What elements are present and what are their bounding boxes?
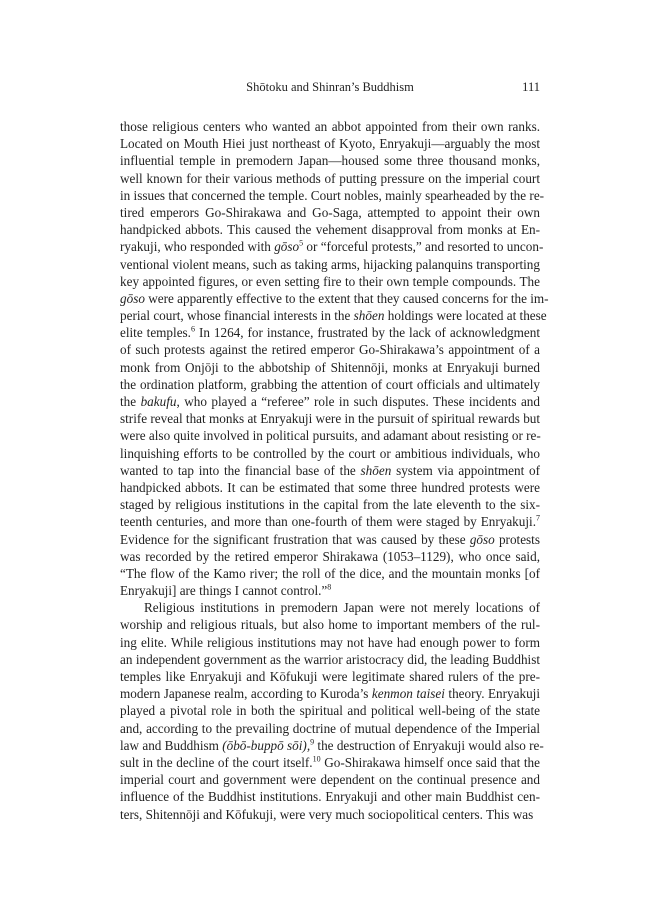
text-line xyxy=(120,187,545,204)
text-run: ing elite. While religious institutions may not have had enough power to form xyxy=(120,634,540,650)
footnote-marker: 6 xyxy=(190,324,195,334)
text-run: was recorded by the retired emperor Shirakawa (1053–1129), who once said, xyxy=(120,548,540,564)
text-run: Go-Shirakawa himself once said that the xyxy=(320,754,540,770)
text-run: worship and religious rituals, but also home to important members of the rul- xyxy=(120,617,540,633)
text-run: temples like Enryakuji and Kōfukuji were legitimate shared rulers of the pre- xyxy=(120,669,540,684)
text-line xyxy=(120,531,540,548)
text-run: handpicked abbots. This caused the vehement disapproval from monks at En- xyxy=(120,222,540,238)
italic-term: kenmon taisei xyxy=(371,686,445,702)
footnote-marker: 5 xyxy=(299,238,304,248)
text-run: an independent government as the warrior aristocracy did, the leading Buddhist xyxy=(120,651,540,667)
text-run: law and Buddhism xyxy=(120,737,223,753)
text-line xyxy=(120,737,544,754)
footnote-marker: 8 xyxy=(327,582,332,592)
text-run: and, according to the prevailing doctrine of mutual dependence of the Imperial xyxy=(120,720,540,736)
text-run: sult in the decline of the court itself. xyxy=(120,754,313,770)
text-line xyxy=(120,410,540,427)
text-run: or “forceful protests,” and resorted to uncon- xyxy=(303,239,544,255)
text-run: well known for their various methods of putting pressure on the imperial court xyxy=(120,170,540,186)
text-line xyxy=(120,702,540,719)
footnote-marker: 9 xyxy=(310,737,315,747)
text-line xyxy=(120,599,540,616)
text-line xyxy=(120,788,540,805)
text-line xyxy=(120,668,540,685)
text-run: the destruction of Enryakuji would also re- xyxy=(314,737,544,753)
text-run: wanted to tap into the financial base of the xyxy=(120,462,361,478)
text-line xyxy=(120,170,540,187)
text-line xyxy=(120,548,540,565)
text-line xyxy=(120,616,540,633)
text-run: Enryakuji] are things I cannot control.” xyxy=(120,583,328,599)
text-line xyxy=(120,479,540,496)
text-run: played a pivotal role in both the spiritual and political well-being of the state xyxy=(120,703,540,719)
text-run: ventional violent means, such as taking arms, hijacking palanquins transporting xyxy=(120,256,540,272)
text-line xyxy=(120,238,544,255)
text-line xyxy=(120,307,547,324)
text-run: influential temple in premodern Japan—housed some three thousand monks, xyxy=(120,153,540,169)
text-line xyxy=(120,771,540,788)
text-run: the xyxy=(120,394,141,409)
text-line xyxy=(120,496,540,513)
text-run: In 1264, for instance, frustrated by the lack of acknowledgment xyxy=(194,325,540,341)
text-run: handpicked abbots. It can be estimated that some three hundred protests were xyxy=(120,479,540,495)
text-run: system via appointment of xyxy=(391,462,540,478)
text-run: key appointed figures, or even setting fire to their own temple compounds. The xyxy=(120,273,540,289)
text-line xyxy=(120,685,540,702)
text-line xyxy=(120,135,540,152)
text-line xyxy=(120,273,540,290)
text-line xyxy=(120,427,540,444)
text-run: of such protests against the retired emperor Go-Shirakawa’s appointment of a xyxy=(120,342,540,358)
text-run: in issues that concerned the temple. Court nobles, mainly spearheaded by the re- xyxy=(120,187,545,203)
text-line xyxy=(120,256,540,273)
footnote-marker: 7 xyxy=(536,513,540,523)
running-head xyxy=(120,80,540,98)
text-run: teenth centuries, and more than one-fourth of them were staged by Enryakuji. xyxy=(120,514,536,530)
text-line xyxy=(120,324,540,341)
text-run: the ordination platform, grabbing the attention of court officials and ultimately xyxy=(120,376,540,392)
text-line xyxy=(120,341,540,358)
text-line xyxy=(120,720,540,737)
text-run: were also quite involved in political pursuits, and adamant about resisting or re- xyxy=(120,428,541,444)
text-run: tired emperors Go-Shirakawa and Go-Saga, attempted to appoint their own xyxy=(120,204,540,220)
body-text xyxy=(120,118,549,823)
text-run: Evidence for the significant frustration that was caused by these xyxy=(120,531,470,547)
text-run: Located on Mouth Hiei just northeast of Kyoto, Enryakuji—arguably the most xyxy=(120,136,540,152)
text-line xyxy=(120,204,540,221)
italic-term: shōen xyxy=(360,462,392,478)
italic-term: gōso xyxy=(274,239,300,255)
text-line xyxy=(120,582,540,599)
text-run: imperial court and government were dependent on the continual presence and xyxy=(120,772,540,788)
text-run: ryakuji, who responded with xyxy=(120,239,275,255)
footnote-marker: 10 xyxy=(312,754,321,764)
text-run: those religious centers who wanted an abbot appointed from their own ranks. xyxy=(120,119,540,134)
text-run: linquishing efforts to be controlled by the court or ambitious individuals, who xyxy=(120,445,540,461)
italic-term: gōso xyxy=(469,531,495,547)
text-line xyxy=(120,393,540,410)
text-line xyxy=(120,359,540,376)
text-run: strife reveal that monks at Enryakuji were in the pursuit of spiritual rewards but xyxy=(120,411,541,427)
text-line xyxy=(120,445,540,462)
italic-term: gōso xyxy=(120,290,145,306)
italic-term: (ōbō-buppō sōi), xyxy=(222,737,311,753)
text-run: were apparently effective to the extent that they caused concerns for the im- xyxy=(144,290,549,306)
text-line xyxy=(120,376,540,393)
text-run: ters, Shitennōji and Kōfukuji, were very much sociopolitical centers. This was xyxy=(120,806,534,822)
text-run: modern Japanese realm, according to Kuroda’s xyxy=(120,686,372,702)
text-line xyxy=(120,152,540,169)
italic-term: shōen xyxy=(353,308,385,324)
text-run: theory. Enryakuji xyxy=(444,686,541,702)
text-run: monk from Onjōji to the abbotship of Shitennōji, monks at Enryakuji burned xyxy=(120,359,540,375)
text-line xyxy=(120,118,540,135)
text-line xyxy=(120,754,540,771)
text-line xyxy=(120,565,540,582)
text-run: Religious institutions in premodern Japan were not merely locations of xyxy=(144,600,540,616)
text-line xyxy=(120,634,540,651)
text-line xyxy=(120,290,549,307)
page-number: 111 xyxy=(522,80,540,94)
text-run: perial court, whose financial interests in the xyxy=(120,308,354,324)
text-line xyxy=(120,462,540,479)
text-line xyxy=(120,806,540,823)
text-run: influence of the Buddhist institutions. Enryakuji and other main Buddhist cen- xyxy=(120,789,540,805)
text-run: staged by religious institutions in the capital from the late eleventh to the six- xyxy=(120,497,540,513)
text-run: elite temples. xyxy=(120,325,191,341)
text-run: protests xyxy=(494,531,540,547)
text-line xyxy=(120,651,540,668)
text-line xyxy=(120,513,540,530)
running-head-title: Shōtoku and Shinran’s Buddhism xyxy=(246,80,414,94)
text-line xyxy=(120,221,540,238)
text-run: , who played a “referee” role in such disputes. These incidents and xyxy=(176,394,540,409)
italic-term: bakufu xyxy=(140,394,177,409)
text-run: “The flow of the Kamo river; the roll of the dice, and the mountain monks [of xyxy=(120,565,540,581)
text-run: holdings were located at these xyxy=(384,308,547,324)
